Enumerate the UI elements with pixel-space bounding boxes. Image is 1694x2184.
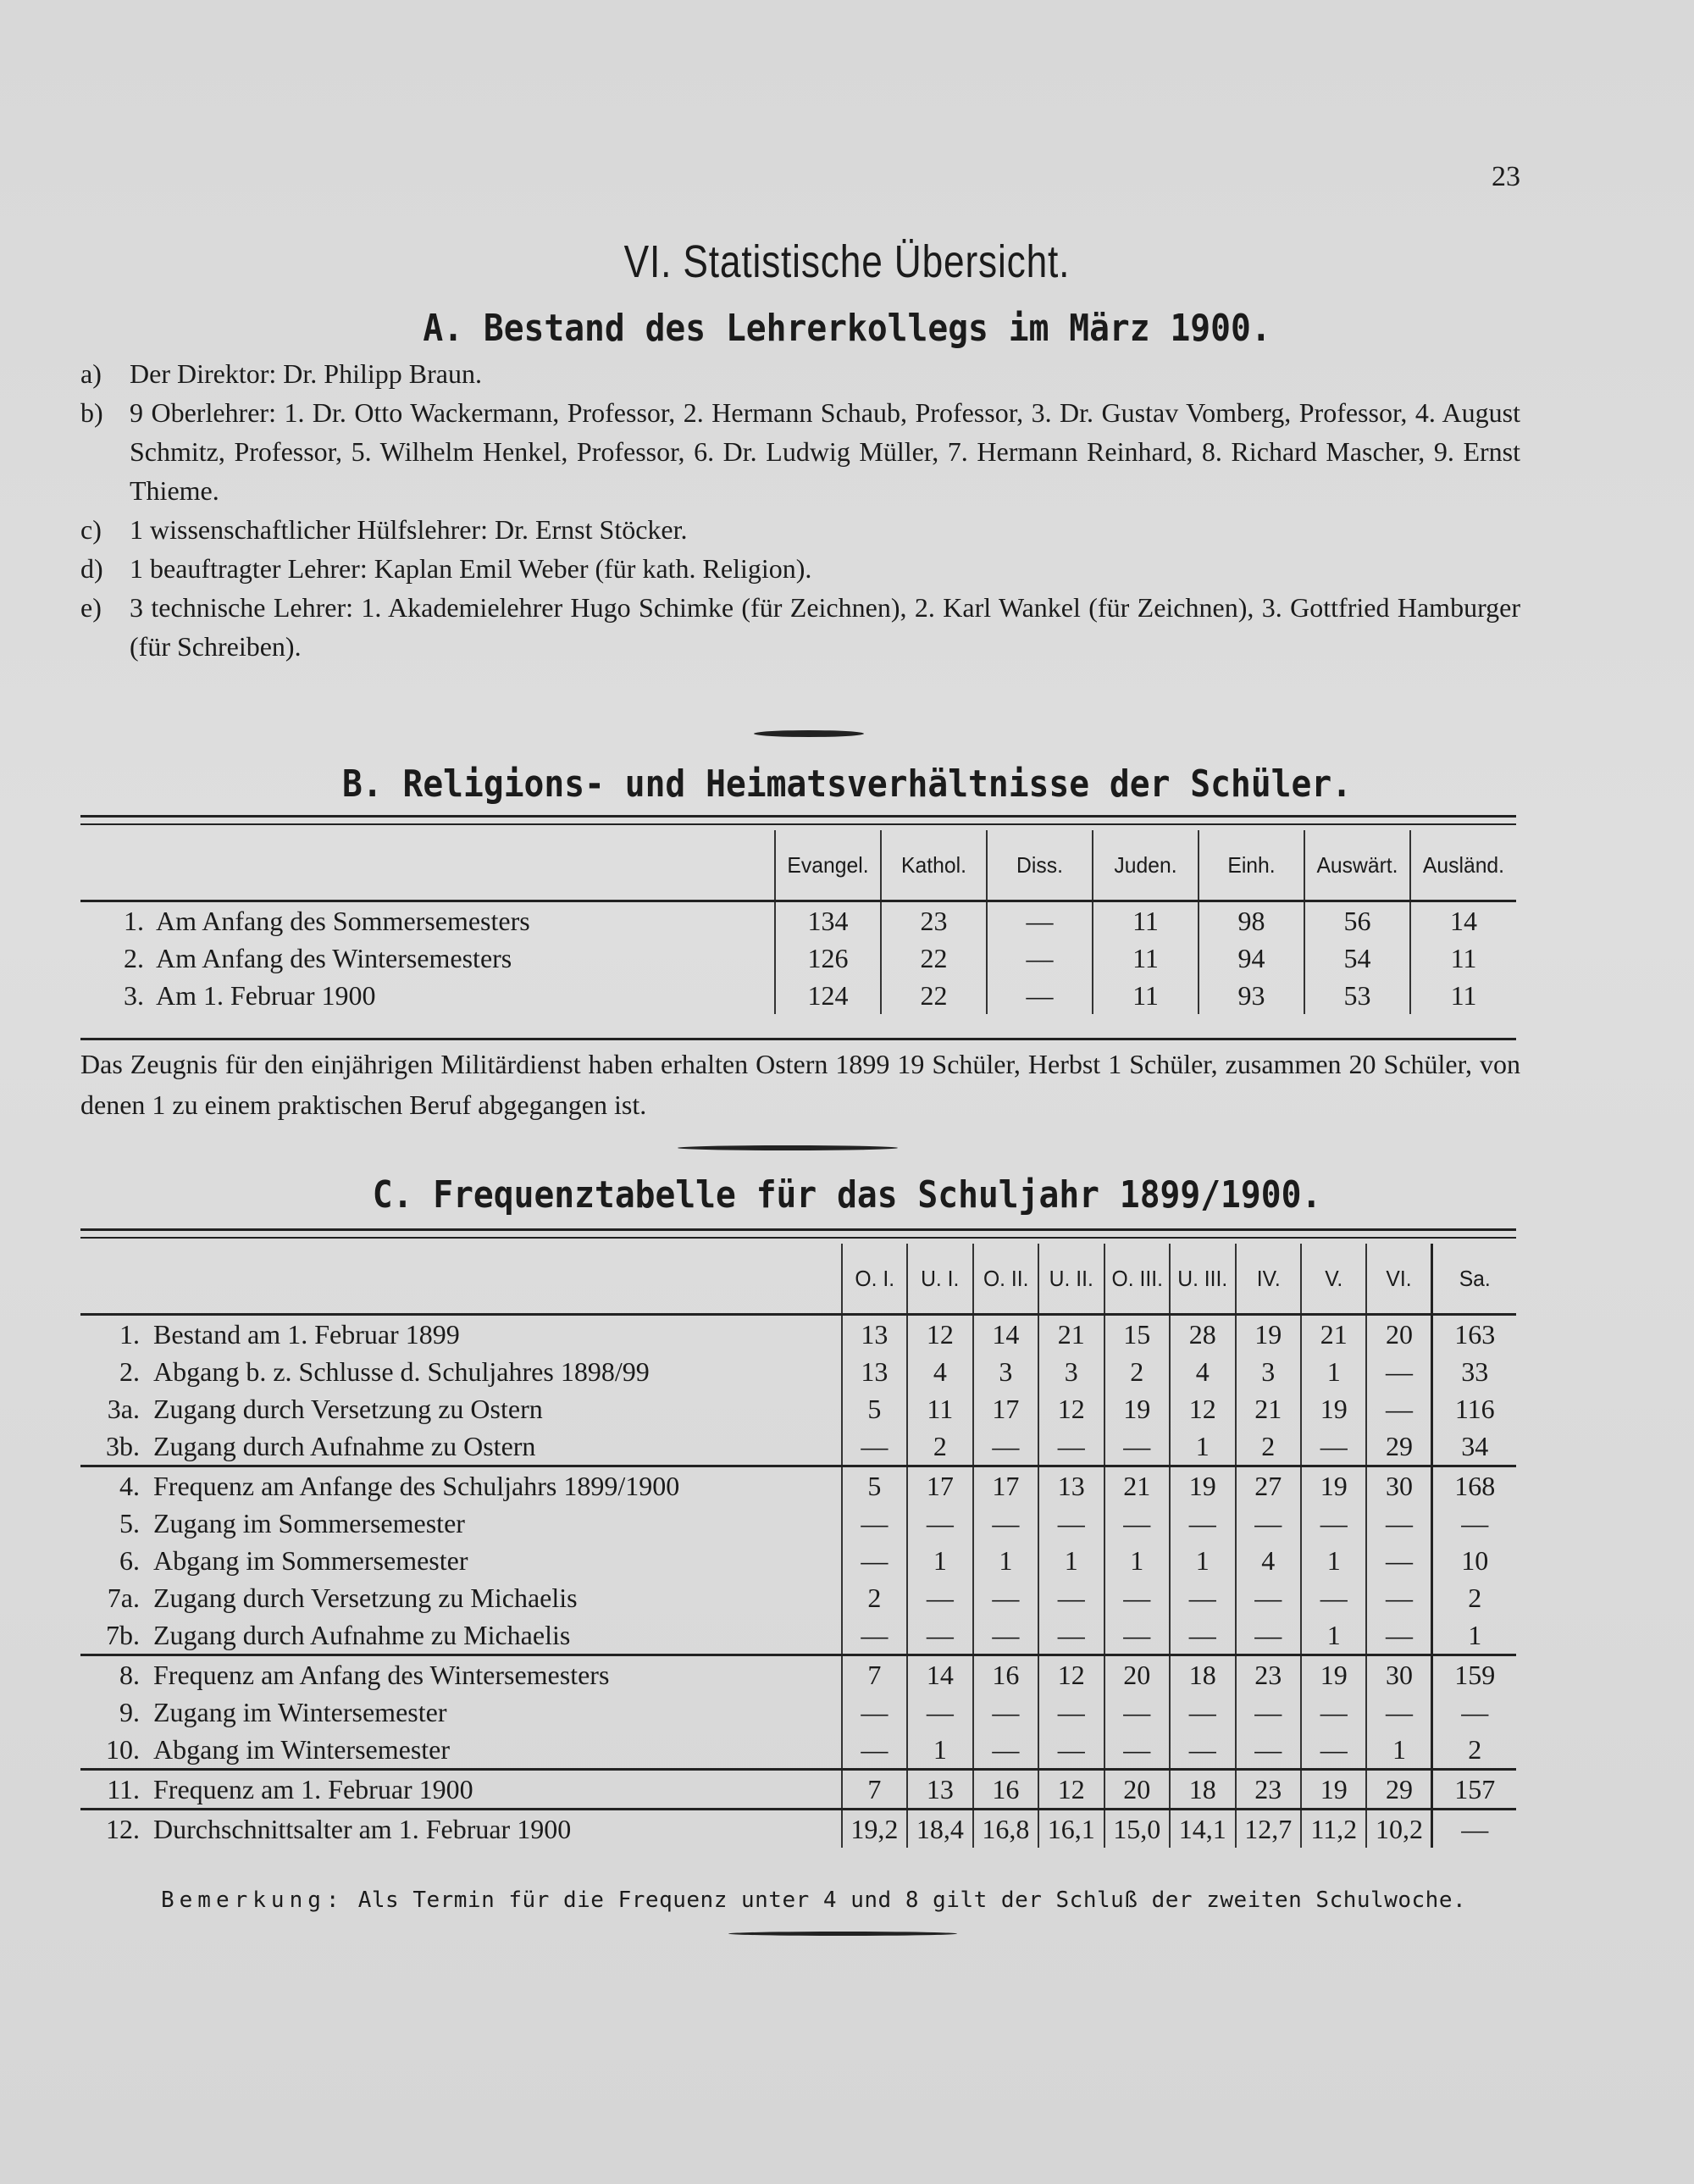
cell: 1	[907, 1731, 972, 1770]
table-row	[80, 1579, 1516, 1616]
military-certificate-paragraph: Das Zeugnis für den einjährigen Militärdienst haben erhalten Ostern 1899 19 Schüler, Herbst 1 Schüler, zusammen 20 Schüler, von denen 1 zu einem praktischen Beruf abgegangen ist.	[80, 1049, 1520, 1120]
cell: 94	[1199, 940, 1304, 977]
cell: —	[1038, 1505, 1104, 1542]
cell: 33	[1432, 1353, 1516, 1390]
cell: 23	[1236, 1655, 1301, 1694]
cell: 16	[973, 1770, 1038, 1810]
column-header: Evangel.	[778, 830, 878, 901]
staff-item-label: a)	[80, 358, 102, 389]
cell: 18	[1170, 1655, 1235, 1694]
cell: 54	[1304, 940, 1410, 977]
column-header: U. III.	[1171, 1244, 1234, 1315]
cell: —	[1236, 1579, 1301, 1616]
row-number: 12.	[106, 1813, 140, 1844]
row-label: Frequenz am Anfange des Schuljahrs 1899/1900	[153, 1470, 680, 1501]
cell: 12	[1038, 1770, 1104, 1810]
staff-item-label: c)	[80, 514, 102, 545]
cell: —	[1366, 1390, 1431, 1427]
cell: —	[1170, 1693, 1235, 1731]
cell: 2	[842, 1579, 907, 1616]
cell: 18,4	[907, 1810, 972, 1849]
cell: 159	[1432, 1655, 1516, 1694]
column-header: Juden.	[1095, 830, 1196, 901]
row-number: 8.	[119, 1659, 140, 1690]
column-header: V.	[1303, 1244, 1365, 1315]
row-label: Abgang b. z. Schlusse d. Schuljahres 1898/99	[153, 1355, 650, 1387]
cell: 12	[907, 1315, 972, 1354]
cell: 53	[1304, 977, 1410, 1014]
row-number: 3.	[124, 979, 144, 1011]
cell: —	[1366, 1542, 1431, 1579]
cell: 28	[1170, 1315, 1235, 1354]
cell: —	[973, 1616, 1038, 1655]
cell: —	[973, 1731, 1038, 1770]
column-header: Ausländ.	[1413, 830, 1514, 901]
cell: 116	[1432, 1390, 1516, 1427]
table-row	[80, 1427, 1516, 1466]
cell: —	[1301, 1505, 1366, 1542]
ornament-divider	[728, 1932, 957, 1936]
section-a-heading: A. Bestand des Lehrerkollegs im März 1900.	[423, 307, 1271, 350]
row-number: 7a.	[107, 1582, 140, 1613]
cell: 11	[1093, 977, 1199, 1014]
cell: 18	[1170, 1770, 1235, 1810]
staff-item-text: 3 technische Lehrer: 1. Akademielehrer Hugo Schimke (für Zeichnen), 2. Karl Wankel (für Zeichnen), 3. Gottfried Hamburger (für Schreiben).	[130, 592, 1520, 662]
row-number: 1.	[124, 905, 144, 936]
cell: —	[1170, 1579, 1235, 1616]
cell: —	[1038, 1427, 1104, 1466]
table-row	[80, 977, 1516, 1014]
cell: 5	[842, 1466, 907, 1505]
column-header: IV.	[1237, 1244, 1299, 1315]
cell: —	[907, 1693, 972, 1731]
cell: —	[973, 1427, 1038, 1466]
row-number: 11.	[107, 1773, 140, 1804]
cell: —	[1366, 1353, 1431, 1390]
column-header: Kathol.	[883, 830, 984, 901]
cell: 13	[907, 1770, 972, 1810]
row-label: Zugang durch Aufnahme zu Ostern	[153, 1430, 536, 1461]
cell: 19	[1301, 1770, 1366, 1810]
table-row	[80, 940, 1516, 977]
cell: —	[1301, 1731, 1366, 1770]
cell: —	[1104, 1616, 1170, 1655]
cell: 17	[907, 1466, 972, 1505]
cell: 56	[1304, 901, 1410, 940]
cell: 21	[1104, 1466, 1170, 1505]
cell: —	[987, 977, 1093, 1014]
cell: 30	[1366, 1655, 1431, 1694]
cell: 3	[1038, 1353, 1104, 1390]
cell: —	[1301, 1427, 1366, 1466]
cell: —	[1236, 1616, 1301, 1655]
cell: —	[1038, 1693, 1104, 1731]
staff-item-label: e)	[80, 592, 102, 623]
cell: 20	[1366, 1315, 1431, 1354]
cell: 11	[1093, 901, 1199, 940]
cell: 30	[1366, 1466, 1431, 1505]
table-c-top-rule-2	[80, 1237, 1516, 1239]
cell: 19	[1301, 1390, 1366, 1427]
column-header: Diss.	[989, 830, 1090, 901]
table-row	[80, 1731, 1516, 1770]
section-c-heading: C. Frequenztabelle für das Schuljahr 1899/1900.	[372, 1173, 1322, 1217]
cell: —	[1366, 1505, 1431, 1542]
frequency-table-header	[80, 1244, 1516, 1315]
cell: 1	[907, 1542, 972, 1579]
cell: 17	[973, 1466, 1038, 1505]
cell: —	[973, 1505, 1038, 1542]
row-label: Zugang im Sommersemester	[153, 1507, 465, 1538]
cell: 19	[1301, 1655, 1366, 1694]
cell: 19	[1236, 1315, 1301, 1354]
cell: 11	[1093, 940, 1199, 977]
cell: —	[1432, 1810, 1516, 1849]
cell: 14	[1410, 901, 1516, 940]
cell: 21	[1301, 1315, 1366, 1354]
staff-item-label: d)	[80, 553, 103, 584]
cell: 1	[1301, 1353, 1366, 1390]
cell: 16	[973, 1655, 1038, 1694]
row-number: 9.	[119, 1696, 140, 1727]
cell: 4	[1236, 1542, 1301, 1579]
cell: —	[842, 1731, 907, 1770]
cell: 15	[1104, 1315, 1170, 1354]
cell: 134	[775, 901, 881, 940]
cell: —	[1104, 1731, 1170, 1770]
row-number: 4.	[119, 1470, 140, 1501]
cell: 21	[1236, 1390, 1301, 1427]
cell: —	[1104, 1693, 1170, 1731]
cell: —	[842, 1505, 907, 1542]
cell: —	[842, 1427, 907, 1466]
column-header: U. II.	[1040, 1244, 1103, 1315]
cell: 23	[881, 901, 987, 940]
cell: 17	[973, 1390, 1038, 1427]
row-label: Zugang durch Versetzung zu Ostern	[153, 1393, 543, 1424]
cell: 14	[907, 1655, 972, 1694]
staff-item-text: Der Direktor: Dr. Philipp Braun.	[130, 358, 482, 389]
cell: 14	[973, 1315, 1038, 1354]
table-row	[80, 1315, 1516, 1354]
cell: —	[842, 1693, 907, 1731]
cell: —	[1104, 1579, 1170, 1616]
cell: 2	[1432, 1731, 1516, 1770]
row-number: 3a.	[107, 1393, 140, 1424]
column-header: Sa.	[1434, 1244, 1514, 1315]
cell: 168	[1432, 1466, 1516, 1505]
staff-item-d	[80, 549, 1520, 588]
row-label: Zugang im Wintersemester	[153, 1696, 447, 1727]
cell: —	[1236, 1505, 1301, 1542]
cell: 20	[1104, 1655, 1170, 1694]
cell: 11	[907, 1390, 972, 1427]
row-label: Zugang durch Aufnahme zu Michaelis	[153, 1619, 571, 1650]
cell: —	[1170, 1616, 1235, 1655]
cell: —	[1038, 1579, 1104, 1616]
cell: 93	[1199, 977, 1304, 1014]
cell: 22	[881, 977, 987, 1014]
cell: 157	[1432, 1770, 1516, 1810]
cell: 19	[1170, 1466, 1235, 1505]
table-b-bottom-rule	[80, 1038, 1516, 1040]
staff-item-a	[80, 354, 1520, 393]
religion-table-header	[80, 830, 1516, 901]
row-label: Zugang durch Versetzung zu Michaelis	[153, 1582, 578, 1613]
cell: —	[842, 1542, 907, 1579]
cell: —	[1301, 1693, 1366, 1731]
table-b-top-rule	[80, 815, 1516, 818]
cell: —	[907, 1505, 972, 1542]
cell: 12	[1170, 1390, 1235, 1427]
cell: —	[1104, 1427, 1170, 1466]
cell: —	[987, 940, 1093, 977]
table-row	[80, 1655, 1516, 1694]
cell: 98	[1199, 901, 1304, 940]
religion-table	[80, 830, 1516, 1014]
cell: —	[987, 901, 1093, 940]
cell: 7	[842, 1655, 907, 1694]
row-label: Abgang im Sommersemester	[153, 1544, 468, 1576]
cell: 3	[973, 1353, 1038, 1390]
cell: 13	[842, 1353, 907, 1390]
table-row	[80, 1466, 1516, 1505]
cell: 20	[1104, 1770, 1170, 1810]
cell: 11,2	[1301, 1810, 1366, 1849]
remark-text: Als Termin für die Frequenz unter 4 und 8 gilt der Schluß der zweiten Schulwoche.	[357, 1887, 1467, 1913]
cell: 2	[1432, 1579, 1516, 1616]
page-title: VI. Statistische Übersicht.	[623, 236, 1071, 287]
cell: 3	[1236, 1353, 1301, 1390]
table-row	[80, 1390, 1516, 1427]
cell: 27	[1236, 1466, 1301, 1505]
cell: —	[1170, 1731, 1235, 1770]
cell: 1	[1301, 1616, 1366, 1655]
table-c-top-rule	[80, 1228, 1516, 1231]
cell: 29	[1366, 1427, 1431, 1466]
row-number: 3b.	[106, 1430, 140, 1461]
staff-item-c	[80, 510, 1520, 549]
table-row	[80, 901, 1516, 940]
cell: 1	[1170, 1427, 1235, 1466]
cell: 19,2	[842, 1810, 907, 1849]
cell: —	[1432, 1505, 1516, 1542]
cell: 34	[1432, 1427, 1516, 1466]
cell: —	[907, 1616, 972, 1655]
row-label: Frequenz am 1. Februar 1900	[153, 1773, 473, 1804]
row-label: Am Anfang des Sommersemesters	[156, 905, 530, 936]
cell: 22	[881, 940, 987, 977]
column-header: Einh.	[1201, 830, 1302, 901]
cell: —	[1236, 1731, 1301, 1770]
staff-item-e	[80, 588, 1520, 666]
cell: 2	[907, 1427, 972, 1466]
cell: —	[1038, 1616, 1104, 1655]
cell: 15,0	[1104, 1810, 1170, 1849]
table-row	[80, 1693, 1516, 1731]
cell: 13	[842, 1315, 907, 1354]
cell: 1	[1170, 1542, 1235, 1579]
table-row	[80, 1542, 1516, 1579]
remark-label: Bemerkung:	[161, 1887, 345, 1913]
row-label: Bestand am 1. Februar 1899	[153, 1318, 460, 1350]
remark	[161, 1887, 1466, 1913]
frequency-table	[80, 1244, 1516, 1848]
cell: 14,1	[1170, 1810, 1235, 1849]
cell: 19	[1104, 1390, 1170, 1427]
cell: 10,2	[1366, 1810, 1431, 1849]
row-label: Am 1. Februar 1900	[156, 979, 376, 1011]
cell: 163	[1432, 1315, 1516, 1354]
cell: 16,1	[1038, 1810, 1104, 1849]
cell: 29	[1366, 1770, 1431, 1810]
cell: —	[1432, 1693, 1516, 1731]
row-number: 5.	[119, 1507, 140, 1538]
staff-list	[80, 354, 1520, 666]
frequency-table-body	[80, 1315, 1516, 1849]
cell: 7	[842, 1770, 907, 1810]
section-b-heading: B. Religions- und Heimatsverhältnisse der Schüler.	[341, 762, 1353, 806]
table-b-top-rule-2	[80, 823, 1516, 825]
cell: 4	[1170, 1353, 1235, 1390]
page-number: 23	[1492, 161, 1520, 192]
cell: 12,7	[1236, 1810, 1301, 1849]
ornament-divider	[754, 730, 864, 737]
cell: 12	[1038, 1390, 1104, 1427]
table-row	[80, 1505, 1516, 1542]
column-header: O. III.	[1105, 1244, 1168, 1315]
row-number: 10.	[106, 1733, 140, 1765]
row-number: 7b.	[106, 1619, 140, 1650]
cell: 1	[1104, 1542, 1170, 1579]
table-row	[80, 1353, 1516, 1390]
row-label: Abgang im Wintersemester	[153, 1733, 451, 1765]
row-number: 2.	[119, 1355, 140, 1387]
cell: —	[973, 1693, 1038, 1731]
cell: 2	[1104, 1353, 1170, 1390]
cell: 23	[1236, 1770, 1301, 1810]
cell: —	[1038, 1731, 1104, 1770]
cell: 1	[973, 1542, 1038, 1579]
row-number: 2.	[124, 942, 144, 973]
cell: 4	[907, 1353, 972, 1390]
cell: —	[842, 1616, 907, 1655]
table-row	[80, 1616, 1516, 1655]
cell: 124	[775, 977, 881, 1014]
row-number: 1.	[119, 1318, 140, 1350]
cell: —	[1104, 1505, 1170, 1542]
column-header: Auswärt.	[1307, 830, 1408, 901]
table-row	[80, 1810, 1516, 1849]
cell: —	[1366, 1693, 1431, 1731]
cell: 2	[1236, 1427, 1301, 1466]
cell: —	[1236, 1693, 1301, 1731]
cell: —	[1366, 1616, 1431, 1655]
row-number: 6.	[119, 1544, 140, 1576]
staff-item-text: 1 beauftragter Lehrer: Kaplan Emil Weber (für kath. Religion).	[130, 553, 812, 584]
cell: 21	[1038, 1315, 1104, 1354]
cell: —	[1301, 1579, 1366, 1616]
cell: —	[973, 1579, 1038, 1616]
cell: 5	[842, 1390, 907, 1427]
staff-item-text: 9 Oberlehrer: 1. Dr. Otto Wackermann, Professor, 2. Hermann Schaub, Professor, 3. Dr. Gustav Vomberg, Professor, 4. August Schmitz, Professor, 5. Wilhelm Henkel, Professor, 6. Dr. Ludwig Müller, 7. Hermann Reinhard, 8. Richard Mascher, 9. Ernst Thieme.	[130, 397, 1520, 506]
cell: 19	[1301, 1466, 1366, 1505]
cell: 1	[1301, 1542, 1366, 1579]
column-header: VI.	[1368, 1244, 1431, 1315]
column-header: O. I.	[844, 1244, 906, 1315]
cell: 12	[1038, 1655, 1104, 1694]
column-header: U. I.	[909, 1244, 972, 1315]
cell: —	[907, 1579, 972, 1616]
cell: 1	[1038, 1542, 1104, 1579]
row-label: Durchschnittsalter am 1. Februar 1900	[153, 1813, 572, 1844]
cell: 10	[1432, 1542, 1516, 1579]
cell: 16,8	[973, 1810, 1038, 1849]
cell: 11	[1410, 940, 1516, 977]
cell: 1	[1366, 1731, 1431, 1770]
ornament-divider	[678, 1145, 898, 1150]
staff-item-label: b)	[80, 397, 103, 428]
cell: 11	[1410, 977, 1516, 1014]
cell: 126	[775, 940, 881, 977]
row-label: Am Anfang des Wintersemesters	[156, 942, 512, 973]
cell: —	[1366, 1579, 1431, 1616]
staff-item-text: 1 wissenschaftlicher Hülfslehrer: Dr. Ernst Stöcker.	[130, 514, 688, 545]
cell: —	[1170, 1505, 1235, 1542]
table-row	[80, 1770, 1516, 1810]
cell: 1	[1432, 1616, 1516, 1655]
cell: 13	[1038, 1466, 1104, 1505]
row-label: Frequenz am Anfang des Wintersemesters	[153, 1659, 610, 1690]
column-header: O. II.	[975, 1244, 1038, 1315]
staff-item-b	[80, 393, 1520, 510]
